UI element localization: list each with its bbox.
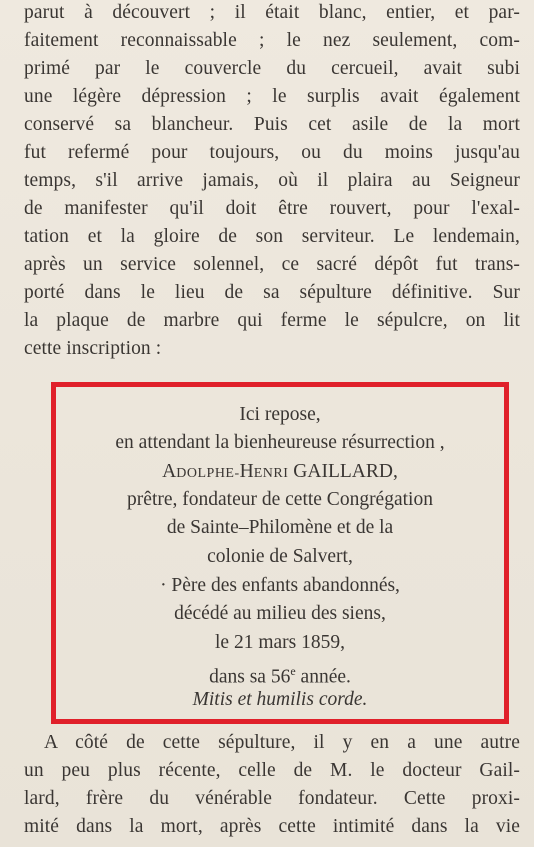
inscription-highlight-box: [51, 382, 509, 724]
text-line: conservé sa blancheur. Puis cet asile de la mort: [24, 114, 520, 135]
text-line: après un service solennel, ce sacré dépôt fut trans-: [24, 254, 520, 275]
text-line: tation et la gloire de son serviteur. Le lendemain,: [24, 226, 520, 247]
text-line: fut refermé pour toujours, ou du moins jusqu'au: [24, 142, 520, 163]
top-paragraph: [24, 0, 520, 363]
text-line: parut à découvert ; il était blanc, entier, et par-: [24, 2, 520, 23]
text-line: temps, s'il arrive jamais, où il plaira au Seigneur: [24, 170, 520, 191]
text-line: mité dans la mort, après cette intimité dans la vie: [24, 816, 520, 837]
text-line: un peu plus récente, celle de M. le docteur Gail-: [24, 760, 520, 781]
inscription-line: de Sainte–Philomène et de la: [166, 517, 394, 538]
text-line: porté dans le lieu de sa sépulture définitive. Sur: [24, 282, 520, 303]
name-initial: H: [239, 461, 254, 482]
inscription-line: · Père des enfants abandonnés,: [160, 575, 400, 596]
text-line: A côté de cette sépulture, il y en a une autre: [44, 732, 520, 753]
inscription-line: en attendant la bienheureuse résurrection ,: [115, 432, 445, 453]
inscription-line: le 21 mars 1859,: [215, 632, 345, 653]
name-initial: A: [162, 461, 177, 482]
latin-motto: Mitis et humilis corde.: [192, 689, 368, 710]
text-line: une légère dépression ; le surplis avait également: [24, 86, 520, 107]
inscription-line: Ici repose,: [239, 404, 321, 425]
text-line: de manifester qu'il doit être rouvert, pour l'exal-: [24, 198, 520, 219]
year-of-age-tail: année.: [295, 666, 351, 688]
text-line: primé par le couvercle du cercueil, avait subi: [24, 58, 520, 79]
inscription-line: prêtre, fondateur de cette Congrégation: [127, 489, 433, 510]
text-line: faitement reconnaissable ; le nez seulement, com-: [24, 30, 520, 51]
name-smallcaps: DOLPHE-: [176, 466, 240, 481]
inscription-name: [56, 458, 504, 488]
bottom-paragraph: [24, 729, 520, 841]
inscription-line: décédé au milieu des siens,: [174, 603, 386, 624]
year-of-age: dans sa 56: [209, 666, 291, 688]
name-surname: GAILLARD,: [293, 461, 398, 482]
text-line: la plaque de marbre qui ferme le sépulcre, on lit: [24, 310, 520, 331]
text-line: cette inscription :: [24, 338, 162, 359]
inscription-line: colonie de Salvert,: [207, 546, 353, 567]
name-smallcaps: ENRI: [253, 466, 289, 481]
ordinal-suffix: e: [290, 664, 296, 678]
text-line: lard, frère du vénérable fondateur. Cette proxi-: [24, 788, 520, 809]
